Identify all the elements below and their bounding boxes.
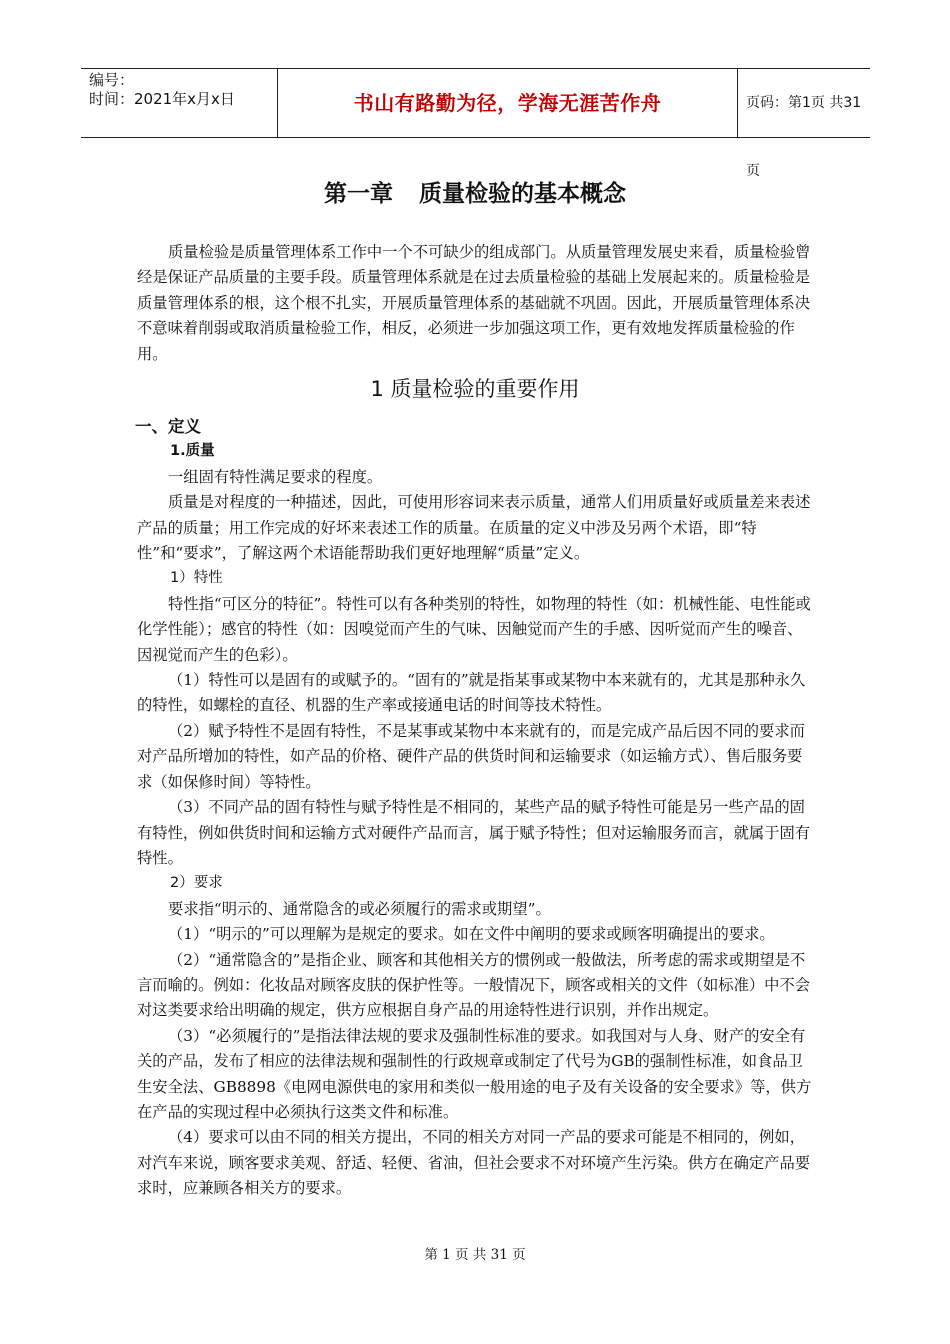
subheading-characteristic: 1）特性 [170, 570, 223, 587]
paragraph: （1）特性可以是固有的或赋予的。“固有的”就是指某事或某物中本来就有的，尤其是那种永久的特性，如螺栓的直径、机器的生产率或接通电话的时间等技术特性。 [137, 671, 806, 715]
chapter-title [0, 175, 950, 208]
paragraph: 一组固有特性满足要求的程度。 [168, 467, 383, 486]
header-motto: 书山有路勤为径，学海无涯苦作舟 [278, 69, 738, 137]
number-label: 编号： [89, 71, 135, 89]
paragraph: 特性指“可区分的特征”。特性可以有各种类别的特性，如物理的特性（如：机械性能、电性能或化学性能）；感官的特性（如：因嗅觉而产生的气味、因触觉而产生的手感、因听觉而产生的噪音、因视觉而产生的色彩）。 [137, 594, 811, 664]
heading-quality: 1.质量 [170, 443, 215, 460]
paragraph: （2）“通常隐含的”是指企业、顾客和其他相关方的惯例或一般做法，所考虑的需求或期望是不言而喻的。例如：化妆品对顾客皮肤的保护性等。一般情况下，顾客或相关的文件（如标准）中不会对这类要求给出明确的规定，供方应根据自身产品的用途特性进行识别，并作出规定。 [137, 950, 811, 1020]
paragraph: 质量是对程度的一种描述，因此，可使用形容词来表示质量，通常人们用质量好或质量差来表述产品的质量；用工作完成的好坏来表述工作的质量。在质量的定义中涉及另两个术语，即“特性”和“要求”，了解这两个术语能帮助我们更好地理解“质量”定义。 [137, 493, 811, 563]
paragraph: 要求指“明示的、通常隐含的或必须履行的需求或期望”。 [168, 899, 551, 918]
paragraph: （3）不同产品的固有特性与赋予特性是不相同的，某些产品的赋予特性可能是另一些产品的固有特性，例如供货时间和运输方式对硬件产品而言，属于赋予特性；但对运输服务而言，就属于固有特性。 [137, 798, 811, 867]
header-page-info: 页码：第1页 共31页 [746, 95, 862, 179]
header-table [81, 68, 870, 179]
intro-paragraph: 质量检验是质量管理体系工作中一个不可缺少的组成部门。从质量管理发展史来看，质量检验曾经是保证产品质量的主要手段。质量管理体系就是在过去质量检验的基础上发展起来的。质量检验是质量管理体系的根，这个根不扎实，开展质量管理体系的基础就不巩固。因此，开展质量管理体系决不意味着削弱或取消质量检验工作，相反，必须进一步加强这项工作，更有效地发挥质量检验的作用。 [137, 243, 811, 363]
chapter-number: 第一章 [324, 181, 393, 207]
intro-section [137, 240, 817, 367]
paragraph: （4）要求可以由不同的相关方提出，不同的相关方对同一产品的要求可能是不相同的，例如，对汽车来说，顾客要求美观、舒适、轻便、省油，但社会要求不对环境产生污染。供方在确定产品要求时，应兼顾各相关方的要求。 [137, 1128, 811, 1198]
time-label: 时间：2021年x月x日 [89, 90, 235, 108]
section-title: 1 质量检验的重要作用 [370, 377, 580, 401]
main-body [137, 414, 817, 1202]
paragraph: （3）“必须履行的”是指法律法规的要求及强制性标准的要求。如我国对与人身、财产的安全有关的产品，发布了相应的法律法规和强制性的行政规章或制定了代号为GB的强制性标准，如食品卫生安全法、GB8898《电网电源供电的家用和类似一般用途的电子及有关设备的安全要求》等，供方在产品的实现过程中必须执行这类文件和标准。 [137, 1026, 812, 1121]
paragraph: （2）赋予特性不是固有特性，不是某事或某物中本来就有的，而是完成产品后因不同的要求而对产品所增加的特性，如产品的价格、硬件产品的供货时间和运输要求（如运输方式）、售后服务要求（如保修时间）等特性。 [137, 721, 805, 791]
subheading-requirement: 2）要求 [170, 875, 223, 892]
header-meta [81, 69, 278, 137]
heading-definition: 一、定义 [135, 417, 201, 436]
paragraph: （1）“明示的”可以理解为是规定的要求。如在文件中阐明的要求或顾客明确提出的要求。 [168, 925, 775, 944]
page-footer: 第 1 页 共 31 页 [424, 1247, 526, 1263]
chapter-name: 质量检验的基本概念 [419, 181, 626, 207]
